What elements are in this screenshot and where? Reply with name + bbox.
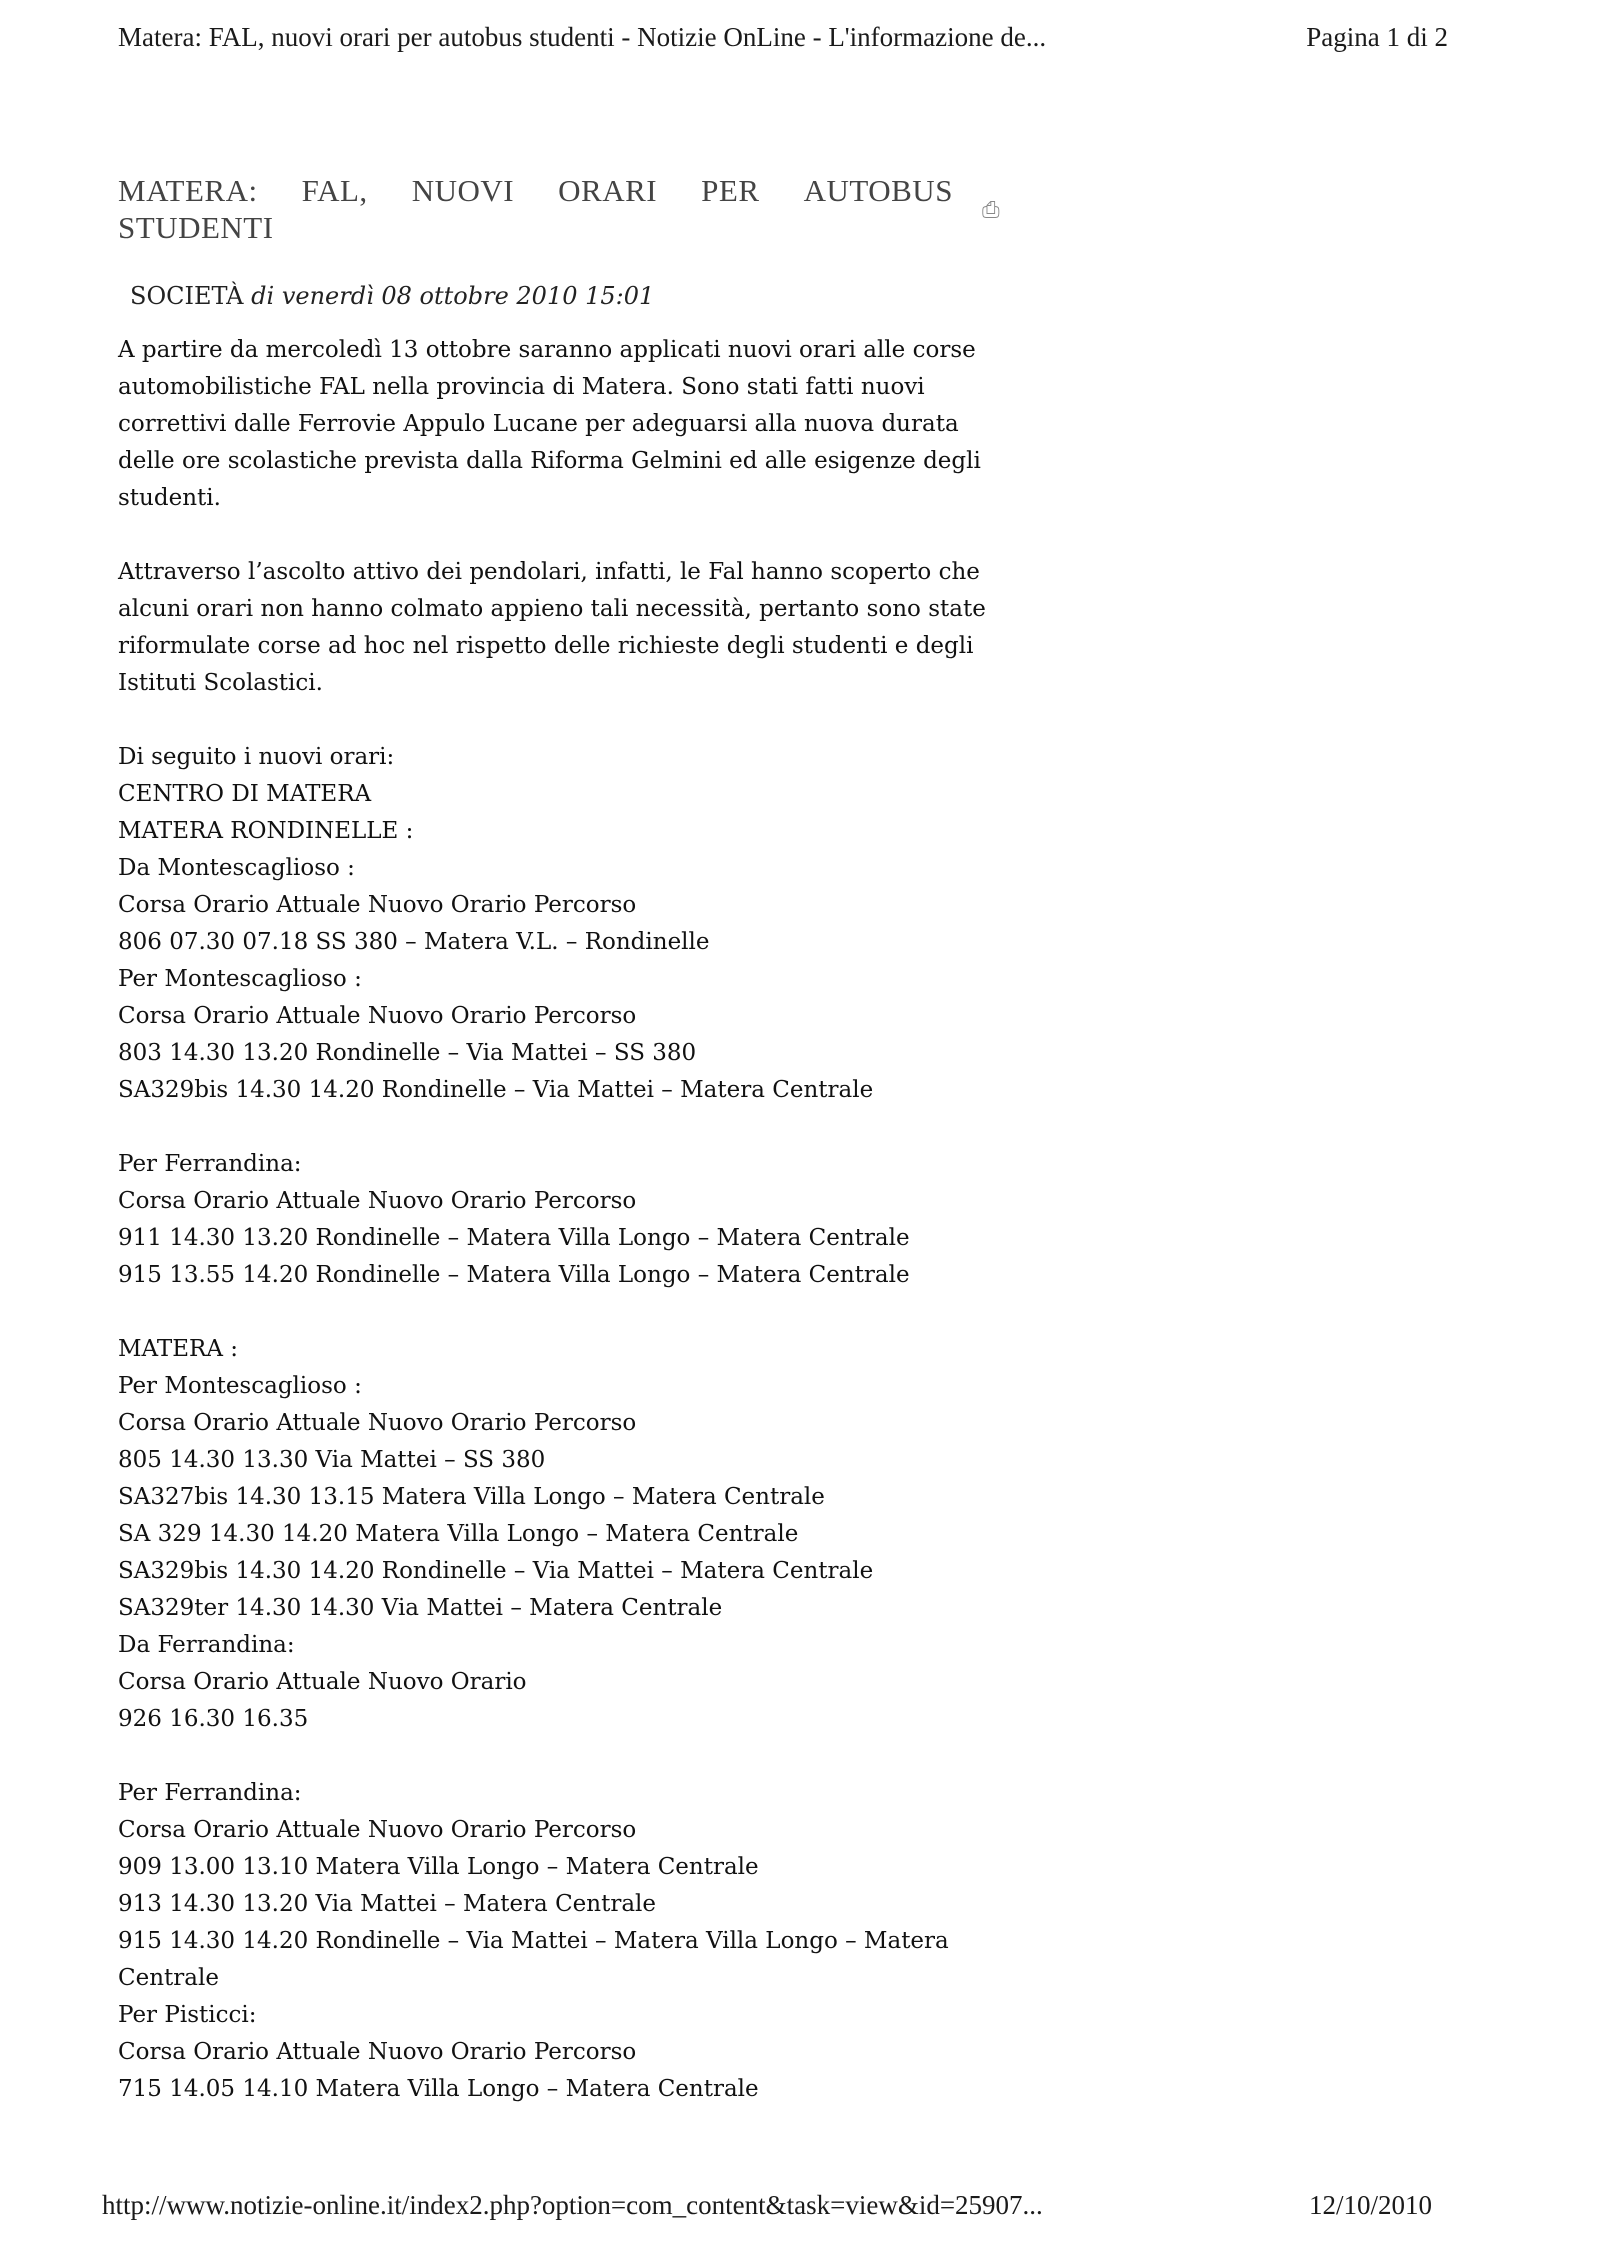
article-title-line2: STUDENTI	[118, 210, 274, 245]
schedule-line: 803 14.30 13.20 Rondinelle – Via Mattei – SS 380	[118, 1040, 697, 1066]
schedule-line: SA329bis 14.30 14.20 Rondinelle – Via Mattei – Matera Centrale	[118, 1077, 874, 1103]
schedule-line: Corsa Orario Attuale Nuovo Orario Percorso	[118, 1817, 637, 1843]
paragraph-line: automobilistiche FAL nella provincia di Matera. Sono stati fatti nuovi	[118, 374, 925, 400]
schedule-line: 715 14.05 14.10 Matera Villa Longo – Matera Centrale	[118, 2076, 759, 2102]
schedule-block-matera-ferrandina-pisticci	[118, 1775, 1078, 2108]
paragraph-line: studenti.	[118, 485, 221, 511]
schedule-line: Per Ferrandina:	[118, 1780, 302, 1806]
paragraph-line: correttivi dalle Ferrovie Appulo Lucane per adeguarsi alla nuova durata	[118, 411, 959, 437]
schedule-line: SA 329 14.30 14.20 Matera Villa Longo – Matera Centrale	[118, 1521, 799, 1547]
schedule-line: 913 14.30 13.20 Via Mattei – Matera Centrale	[118, 1891, 657, 1917]
schedule-line: 915 14.30 14.20 Rondinelle – Via Mattei – Matera Villa Longo – Matera	[118, 1928, 949, 1954]
title-word: MATERA:	[118, 173, 258, 208]
schedule-line: Corsa Orario Attuale Nuovo Orario Percorso	[118, 1003, 637, 1029]
schedule-line: MATERA :	[118, 1336, 239, 1362]
schedule-line: Corsa Orario Attuale Nuovo Orario Percorso	[118, 2039, 637, 2065]
schedule-line: Per Montescaglioso :	[118, 1373, 362, 1399]
title-word: PER	[701, 173, 760, 208]
schedule-line: 805 14.30 13.30 Via Mattei – SS 380	[118, 1447, 546, 1473]
paragraph-line: delle ore scolastiche prevista dalla Riforma Gelmini ed alle esigenze degli	[118, 448, 981, 474]
print-header	[118, 22, 1448, 53]
schedule-block-centro	[118, 739, 1078, 1109]
schedule-line: 909 13.00 13.10 Matera Villa Longo – Matera Centrale	[118, 1854, 759, 1880]
paragraph-2	[118, 554, 1078, 702]
print-date: 12/10/2010	[1308, 2190, 1432, 2220]
article-dateline	[130, 282, 654, 310]
printer-icon[interactable]: ⎙	[982, 198, 1000, 223]
schedule-line: Centrale	[118, 1965, 219, 1991]
schedule-line: SA329bis 14.30 14.20 Rondinelle – Via Mattei – Matera Centrale	[118, 1558, 874, 1584]
page-title: Matera: FAL, nuovi orari per autobus studenti - Notizie OnLine - L'informazione de...	[118, 22, 1047, 52]
article-date: di venerdì 08 ottobre 2010 15:01	[251, 282, 655, 310]
schedule-line: Corsa Orario Attuale Nuovo Orario Percorso	[118, 1188, 637, 1214]
paragraph-1	[118, 332, 1078, 517]
paragraph-line: alcuni orari non hanno colmato appieno tali necessità, pertanto sono state	[118, 596, 986, 622]
title-word: AUTOBUS	[803, 173, 953, 208]
article-body	[118, 332, 1078, 2108]
schedule-line: 926 16.30 16.35	[118, 1706, 309, 1732]
schedule-line: SA327bis 14.30 13.15 Matera Villa Longo – Matera Centrale	[118, 1484, 825, 1510]
article-title-line1	[118, 172, 953, 209]
title-word: FAL,	[301, 173, 368, 208]
schedule-line: Corsa Orario Attuale Nuovo Orario Percorso	[118, 892, 637, 918]
schedule-line: 911 14.30 13.20 Rondinelle – Matera Villa Longo – Matera Centrale	[118, 1225, 910, 1251]
page-count: Pagina 1 di 2	[1306, 22, 1448, 52]
schedule-line: MATERA RONDINELLE :	[118, 818, 414, 844]
schedule-line: Di seguito i nuovi orari:	[118, 744, 395, 770]
article-title	[118, 172, 958, 246]
paragraph-line: Istituti Scolastici.	[118, 670, 323, 696]
paragraph-line: riformulate corse ad hoc nel rispetto delle richieste degli studenti e degli	[118, 633, 974, 659]
schedule-line: 915 13.55 14.20 Rondinelle – Matera Villa Longo – Matera Centrale	[118, 1262, 910, 1288]
paragraph-line: Attraverso l’ascolto attivo dei pendolari, infatti, le Fal hanno scoperto che	[118, 559, 980, 585]
schedule-line: Corsa Orario Attuale Nuovo Orario	[118, 1669, 527, 1695]
title-word: ORARI	[558, 173, 658, 208]
page-url[interactable]: http://www.notizie-online.it/index2.php?option=com_content&task=view&id=25907...	[102, 2190, 1043, 2220]
schedule-line: Per Ferrandina:	[118, 1151, 302, 1177]
schedule-block-ferrandina	[118, 1146, 1078, 1294]
schedule-line: Per Montescaglioso :	[118, 966, 362, 992]
paragraph-line: A partire da mercoledì 13 ottobre saranno applicati nuovi orari alle corse	[118, 337, 976, 363]
schedule-line: 806 07.30 07.18 SS 380 – Matera V.L. – Rondinelle	[118, 929, 710, 955]
schedule-line: Per Pisticci:	[118, 2002, 257, 2028]
schedule-line: CENTRO DI MATERA	[118, 781, 372, 807]
title-word: NUOVI	[411, 173, 515, 208]
schedule-line: Da Montescaglioso :	[118, 855, 355, 881]
schedule-block-matera	[118, 1331, 1078, 1738]
article-category: SOCIETÀ	[130, 282, 244, 310]
schedule-line: Corsa Orario Attuale Nuovo Orario Percorso	[118, 1410, 637, 1436]
print-footer	[102, 2190, 1432, 2221]
schedule-line: SA329ter 14.30 14.30 Via Mattei – Matera Centrale	[118, 1595, 723, 1621]
schedule-line: Da Ferrandina:	[118, 1632, 295, 1658]
